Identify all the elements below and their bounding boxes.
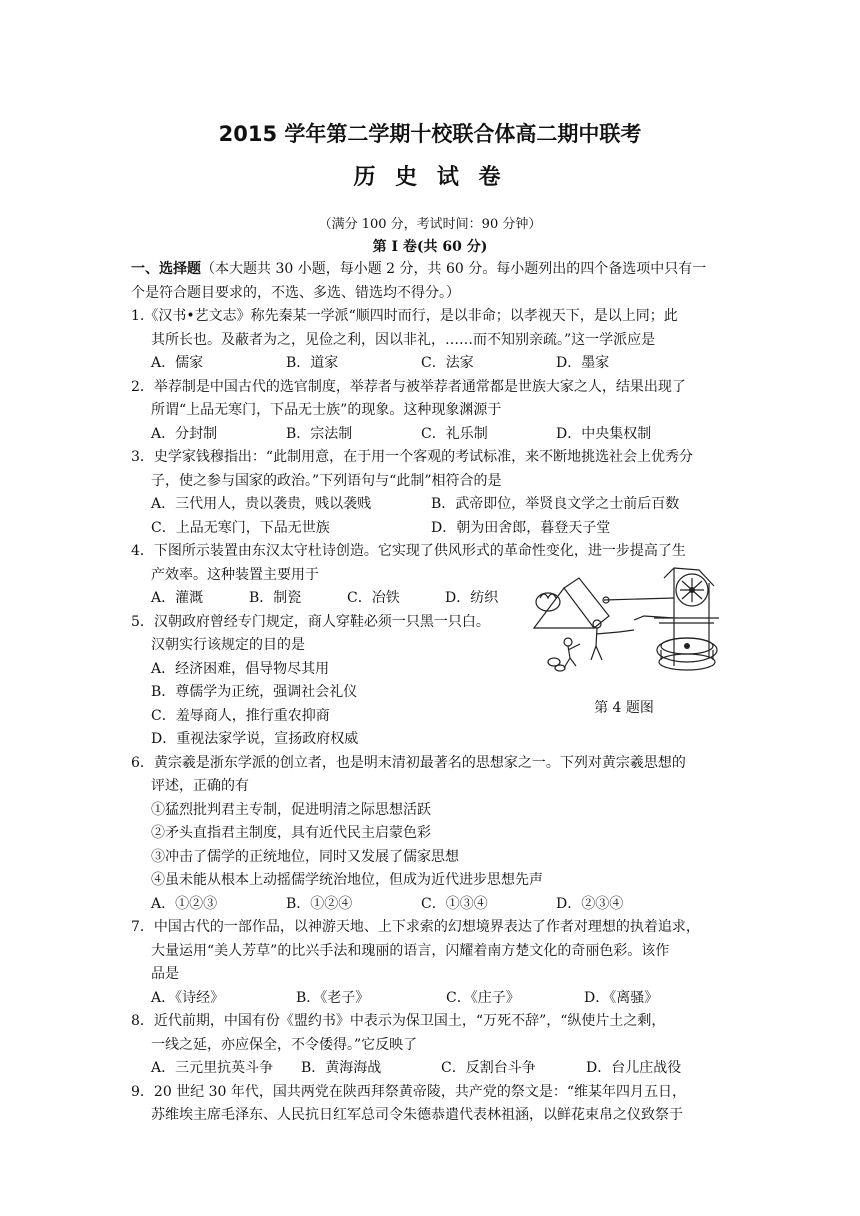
q6-statement-2: ②矛头直指君主制度，具有近代民主启蒙色彩 [151,825,431,841]
q8-option-c[interactable]: C．反割台斗争 [441,1060,536,1076]
q5-stem: 5．汉朝政府曾经专门规定，商人穿鞋必须一只黑一只白。 [131,613,490,630]
q4-option-a[interactable]: A．灌溉 [151,590,204,606]
q2-option-b[interactable]: B．宗法制 [286,425,353,442]
q5-option-b[interactable]: B．尊儒学为正统，强调社会礼仪 [151,684,358,700]
q4-option-c[interactable]: C．冶铁 [347,590,400,606]
q7-option-c[interactable]: C．《庄子》 [446,989,520,1006]
q1-option-c[interactable]: C．法家 [421,355,474,371]
part-heading: 第 I 卷(共 60 分) [372,239,488,255]
figure-caption: 第 4 题图 [594,700,654,716]
page-title: 2015 学年第二学期十校联合体高二期中联考 [218,122,642,146]
q7-stem-cont: 大量运用“美人芳草”的比兴手法和瑰丽的语言，闪耀着南方楚文化的奇丽色彩。该作 [151,942,670,959]
q6-statement-1: ①猛烈批判君主专制，促进明清之际思想活跃 [151,801,431,818]
q3-options-row1 [131,493,741,517]
q2-option-c[interactable]: C．礼乐制 [421,425,488,442]
q4-stem: 4．下图所示装置由东汉太守杜诗创造。它实现了供风形式的革命性变化，进一步提高了生 [131,543,686,559]
q7-option-d[interactable]: D．《离骚》 [584,989,659,1006]
q1-stem-cont: 其所长也。及蔽者为之，见俭之利，因以非礼，……而不知别亲疏。”这一学派应是 [151,331,656,348]
q8-options [131,1057,741,1081]
q4-option-b[interactable]: B．制瓷 [249,590,302,606]
q6-statement-3: ③冲击了儒学的正统地位，同时又发展了儒家思想 [151,848,459,865]
q6-stem: 6．黄宗羲是浙东学派的创立者，也是明末清初最著名的思想家之一。下列对黄宗羲思想的 [131,754,686,771]
water-bellows-illustration [524,558,724,686]
q8-stem-cont: 一线之延，亦应保全，不令倭得。”它反映了 [151,1036,418,1053]
q1-option-a[interactable]: A．儒家 [151,355,204,371]
section-intro [131,258,741,282]
q5-stem-cont: 汉朝实行该规定的目的是 [151,637,305,653]
q2-stem: 2．举荐制是中国古代的选官制度，举荐者与被举荐者通常都是世族大家之人，结果出现了 [131,378,686,395]
q6-options [131,893,741,917]
q3-option-b[interactable]: B．武帝即位，举贤良文学之士前后百数 [431,496,680,512]
q1-options [131,352,741,376]
q2-option-a[interactable]: A．分封制 [151,425,218,442]
q2-option-d[interactable]: D．中央集权制 [556,425,652,442]
q6-stem-cont: 评述，正确的有 [151,778,249,794]
exam-info: （满分 100 分，考试时间：90 分钟） [318,217,542,232]
q4-stem-cont: 产效率。这种装置主要用于 [151,566,319,583]
q8-option-d[interactable]: D．台儿庄战役 [586,1060,682,1076]
q3-option-c[interactable]: C．上品无寒门，下品无世族 [151,519,330,536]
section-title: 一、选择题 [131,261,201,277]
q7-option-a[interactable]: A．《诗经》 [151,989,225,1006]
question-body [131,258,741,1128]
q2-options [131,423,741,447]
q5-option-a[interactable]: A．经济困难，倡导物尽其用 [151,660,330,677]
q9-stem: 9．20 世纪 30 年代，国共两党在陕西拜祭黄帝陵，共产党的祭文是：“维某年四月五日， [131,1083,687,1100]
q6-option-b[interactable]: B．①②④ [286,895,353,912]
q1-stem: 1.《汉书•艺文志》称先秦某一学派“顺四时而行，是以非命；以孝视天下，是以上同；此 [131,308,678,324]
q5-option-d[interactable]: D．重视法家学说，宣扬政府权威 [151,731,359,747]
q7-option-b[interactable]: B．《老子》 [296,989,370,1006]
q8-stem: 8．近代前期，中国有份《盟约书》中表示为保卫国土，“万死不辞”，“纵使片土之剩， [131,1013,666,1029]
q4-option-d[interactable]: D．纺织 [445,590,499,606]
q3-option-a[interactable]: A．三代用人，贵以袭贵，贱以袭贱 [151,496,372,512]
q7-options [131,987,741,1011]
q3-stem-cont: 子，使之参与国家的政治。”下列语句与“此制”相符合的是 [151,472,502,489]
q3-options-row2 [131,517,741,541]
q6-option-d[interactable]: D．②③④ [556,895,624,912]
q1-option-d[interactable]: D．墨家 [556,355,610,371]
q3-stem: 3．史学家钱穆指出：“此制用意，在于用一个客观的考试标准，来不断地挑选社会上优秀分 [131,449,694,465]
q1-option-b[interactable]: B．道家 [286,355,339,371]
q6-statement-4: ④虽未能从根本上动摇儒学统治地位，但成为近代进步思想先声 [151,872,543,888]
q3-option-d[interactable]: D．朝为田舍郎，暮登天子堂 [431,519,611,536]
section-instruction-2: 个是符合题目要求的，不选、多选、错选均不得分。） [131,284,460,301]
q7-stem: 7．中国古代的一部作品，以神游天地、上下求索的幻想境界表达了作者对理想的执着追求， [131,919,700,935]
q8-option-a[interactable]: A．三元里抗英斗争 [151,1060,274,1076]
q9-stem-cont: 苏维埃主席毛泽东、人民抗日红军总司令朱德恭遣代表林祖涵，以鲜花束帛之仪致祭于 [151,1107,683,1123]
q5-option-c[interactable]: C．羞辱商人，推行重农抑商 [151,707,330,724]
subject-title: 历 史 试 卷 [353,165,507,190]
q6-option-a[interactable]: A．①②③ [151,895,218,912]
section-instruction: （本大题共 30 小题，每小题 2 分，共 60 分。每小题列出的四个备选项中只有一 [201,261,707,277]
q2-stem-cont: 所谓“上品无寒门，下品无士族”的现象。这种现象渊源于 [151,402,502,418]
q6-option-c[interactable]: C．①③④ [421,895,488,912]
q7-stem-cont-2: 品是 [151,966,179,982]
q8-option-b[interactable]: B．黄海海战 [301,1060,382,1076]
